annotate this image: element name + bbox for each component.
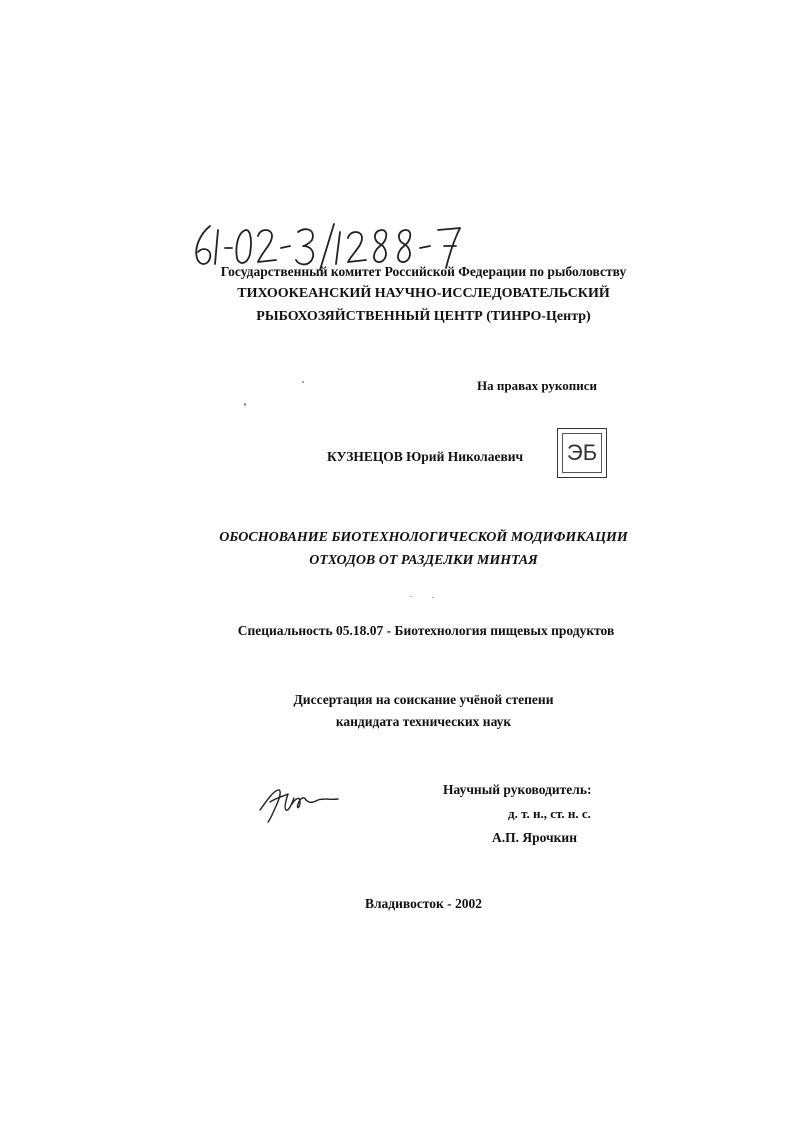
specialty-line: Специальность 05.18.07 - Биотехнология пищевых продуктов (237, 623, 615, 638)
dissertation-line-1: Диссертация на соискание учёной степени (293, 692, 554, 707)
stamp-text: ЭБ (562, 433, 602, 473)
supervisor-label: Научный руководитель: (443, 782, 592, 797)
scan-speck (244, 403, 246, 406)
author-name: КУЗНЕЦОВ Юрий Николаевич (327, 449, 524, 464)
supervisor-name: А.П. Ярочкин (492, 830, 577, 845)
org-name-line-1: ТИХООКЕАНСКИЙ НАУЧНО-ИССЛЕДОВАТЕЛЬСКИЙ (237, 286, 610, 301)
title-line-2: ОТХОДОВ ОТ РАЗДЕЛКИ МИНТАЯ (309, 553, 538, 568)
org-committee: Государственный комитет Российской Федерации по рыболовству (220, 264, 627, 279)
scan-speck (432, 597, 434, 598)
scan-speck (302, 381, 304, 383)
dissertation-line-2: кандидата технических наук (335, 714, 512, 729)
rights-note: На правах рукописи (477, 378, 597, 393)
supervisor-degree: д. т. н., ст. н. с. (508, 806, 591, 821)
library-stamp (557, 428, 607, 478)
org-name-line-2: РЫБОХОЗЯЙСТВЕННЫЙ ЦЕНТР (ТИНРО-Центр) (256, 309, 591, 324)
scan-speck (410, 596, 412, 597)
handwritten-signature (258, 780, 340, 824)
title-line-1: ОБОСНОВАНИЕ БИОТЕХНОЛОГИЧЕСКОЙ МОДИФИКАЦИИ (219, 530, 628, 545)
city-year: Владивосток - 2002 (364, 896, 483, 911)
